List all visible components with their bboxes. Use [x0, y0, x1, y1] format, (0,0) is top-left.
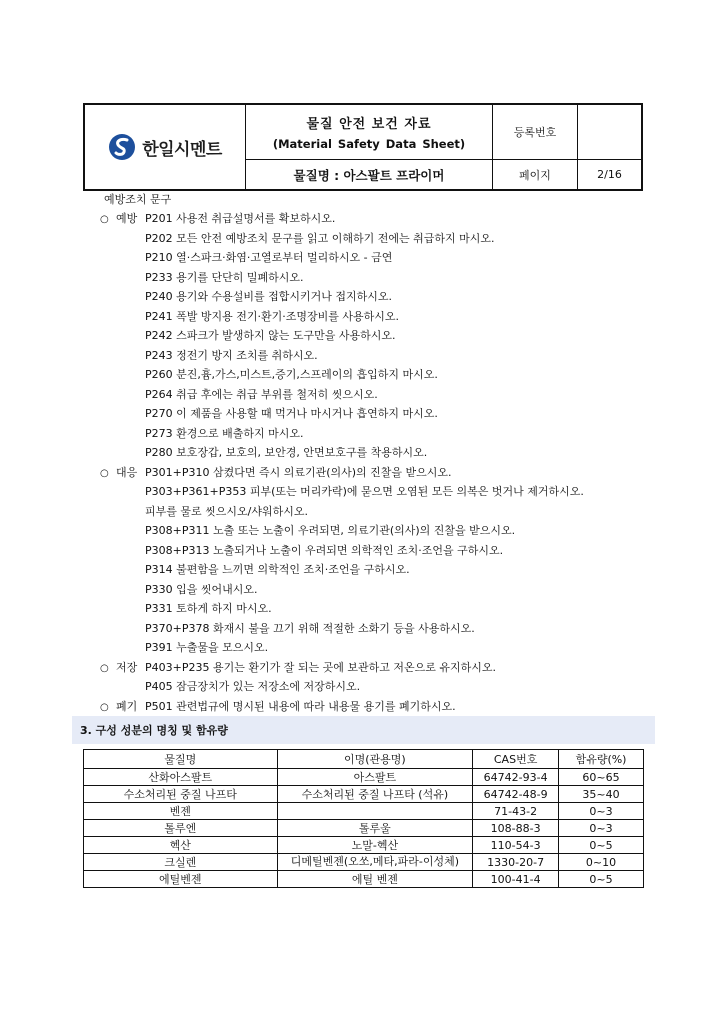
prevention-line: P264 취급 후에는 취급 부위를 철저히 씻으시오.	[145, 388, 378, 401]
prevention-line: P280 보호장갑, 보호의, 보안경, 안면보호구를 착용하시오.	[145, 446, 428, 459]
table-row	[84, 820, 644, 837]
prevention-line: P243 정전기 방지 조치를 취하시오.	[145, 349, 318, 362]
disposal-label: 폐기	[116, 700, 138, 713]
page-number: 2/16	[597, 168, 622, 181]
column-header: 이명(관용명)	[277, 750, 473, 769]
storage-line: P405 잠금장치가 있는 저장소에 저장하시오.	[145, 680, 361, 693]
disposal-line: P501 관련법규에 명시된 내용에 따라 내용물 용기를 폐기하시오.	[145, 700, 456, 713]
company-logo	[85, 105, 246, 189]
meta-cell	[493, 105, 641, 189]
table-cell	[277, 803, 473, 820]
column-header: 물질명	[84, 750, 278, 769]
table-cell: 벤젠	[84, 803, 278, 820]
prevention-line: P240 용기와 수용설비를 접합시키거나 접지하시오.	[145, 290, 393, 303]
response-line: P301+P310 삼켰다면 즉시 의료기관(의사)의 진찰을 받으시오.	[145, 466, 452, 479]
prevention-line: P242 스파크가 발생하지 않는 도구만을 사용하시오.	[145, 329, 396, 342]
prevention-line: P201 사용전 취급설명서를 확보하시오.	[145, 212, 336, 225]
table-cell: 노말-헥산	[277, 837, 473, 854]
section-3-heading: 3. 구성 성분의 명칭 및 함유량	[72, 716, 655, 744]
table-row	[84, 854, 644, 871]
document-header	[83, 103, 643, 191]
table-cell: 110-54-3	[473, 837, 559, 854]
title-korean: 물질 안전 보건 자료	[306, 117, 432, 132]
table-row	[84, 871, 644, 888]
title-english: (Material Safety Data Sheet)	[272, 137, 466, 151]
material-name: 물질명 : 아스팔트 프라이머	[293, 167, 445, 183]
prevention-line: P241 폭발 방지용 전기·환기·조명장비를 사용하시오.	[145, 310, 399, 323]
prevention-line: P270 이 제품을 사용할 때 먹거나 마시거나 흡연하지 마시오.	[145, 407, 438, 420]
table-cell: 64742-93-4	[473, 769, 559, 786]
table-cell: 0~3	[559, 803, 644, 820]
response-line: P330 입을 씻어내시오.	[145, 583, 258, 596]
response-line: P370+P378 화재시 불을 끄기 위해 적절한 소화기 등을 사용하시오.	[145, 622, 475, 635]
table-cell: 1330-20-7	[473, 854, 559, 871]
response-group-label	[100, 464, 137, 482]
hanil-logo-icon	[108, 133, 136, 161]
column-header: 함유량(%)	[559, 750, 644, 769]
table-cell: 수소처리된 중질 나프타	[84, 786, 278, 803]
response-line: P308+P311 노출 또는 노출이 우려되면, 의료기관(의사)의 진찰을 받으시오.	[145, 524, 516, 537]
prevention-line: P202 모든 안전 예방조치 문구를 읽고 이해하기 전에는 취급하지 마시오.	[145, 232, 495, 245]
table-cell: 산화아스팔트	[84, 769, 278, 786]
response-line: P391 누출물을 모으시오.	[145, 641, 269, 654]
page-row	[493, 160, 641, 189]
precaution-heading: 예방조치 문구	[104, 193, 172, 206]
prevention-label: 예방	[116, 212, 138, 225]
composition-table	[83, 749, 644, 888]
response-line: P331 토하게 하지 마시오.	[145, 602, 272, 615]
table-cell: 에틸벤젠	[84, 871, 278, 888]
bullet-icon: ○	[100, 468, 109, 479]
storage-line: P403+P235 용기는 환기가 잘 되는 곳에 보관하고 저온으로 유지하시오.	[145, 661, 496, 674]
table-cell: 0~5	[559, 871, 644, 888]
storage-group-label	[100, 659, 137, 677]
table-cell: 0~5	[559, 837, 644, 854]
prevention-line: P233 용기를 단단히 밀폐하시오.	[145, 271, 304, 284]
registration-row	[493, 105, 641, 160]
registration-value	[578, 105, 641, 159]
column-header: CAS번호	[473, 750, 559, 769]
response-label: 대응	[116, 466, 138, 479]
table-cell: 0~10	[559, 854, 644, 871]
table-cell: 60~65	[559, 769, 644, 786]
table-cell: 크실렌	[84, 854, 278, 871]
table-cell: 71-43-2	[473, 803, 559, 820]
bullet-icon: ○	[100, 214, 109, 225]
prevention-group-label	[100, 210, 137, 228]
prevention-line: P260 분진,흄,가스,미스트,증기,스프레이의 흡입하지 마시오.	[145, 368, 438, 381]
title-cell	[246, 105, 493, 189]
table-cell: 108-88-3	[473, 820, 559, 837]
prevention-line: P273 환경으로 배출하지 마시오.	[145, 427, 304, 440]
table-cell: 아스팔트	[277, 769, 473, 786]
table-cell: 에틸 벤젠	[277, 871, 473, 888]
table-cell: 64742-48-9	[473, 786, 559, 803]
page-label: 페이지	[493, 160, 578, 189]
storage-label: 저장	[116, 661, 138, 674]
table-row	[84, 786, 644, 803]
table-cell: 헥산	[84, 837, 278, 854]
bullet-icon: ○	[100, 663, 109, 674]
table-row	[84, 769, 644, 786]
disposal-group-label	[100, 698, 137, 716]
prevention-line: P210 열·스파크·화염·고열로부터 멀리하시오 - 금연	[145, 251, 393, 264]
table-cell: 0~3	[559, 820, 644, 837]
table-header-row	[84, 750, 644, 769]
response-line: P314 불편함을 느끼면 의학적인 조치·조언을 구하시오.	[145, 563, 410, 576]
registration-label: 등록번호	[493, 105, 578, 159]
bullet-icon: ○	[100, 702, 109, 713]
response-line: P308+P313 노출되거나 노출이 우려되면 의학적인 조치·조언을 구하시오.	[145, 544, 504, 557]
response-line: P303+P361+P353 피부(또는 머리카락)에 묻으면 오염된 모든 의복은 벗거나 제거하시오.	[145, 485, 584, 498]
table-cell: 톨루울	[277, 820, 473, 837]
table-row	[84, 803, 644, 820]
table-row	[84, 837, 644, 854]
table-cell: 톨루엔	[84, 820, 278, 837]
table-cell: 수소처리된 중질 나프타 (석유)	[277, 786, 473, 803]
response-line: 피부를 물로 씻으시오/샤워하시오.	[145, 505, 308, 518]
title-top	[246, 105, 492, 160]
company-name: 한일시멘트	[142, 139, 222, 160]
table-cell: 35~40	[559, 786, 644, 803]
table-cell: 디메틸벤젠(오쏘,메타,파라-이성체)	[277, 854, 473, 871]
table-cell: 100-41-4	[473, 871, 559, 888]
